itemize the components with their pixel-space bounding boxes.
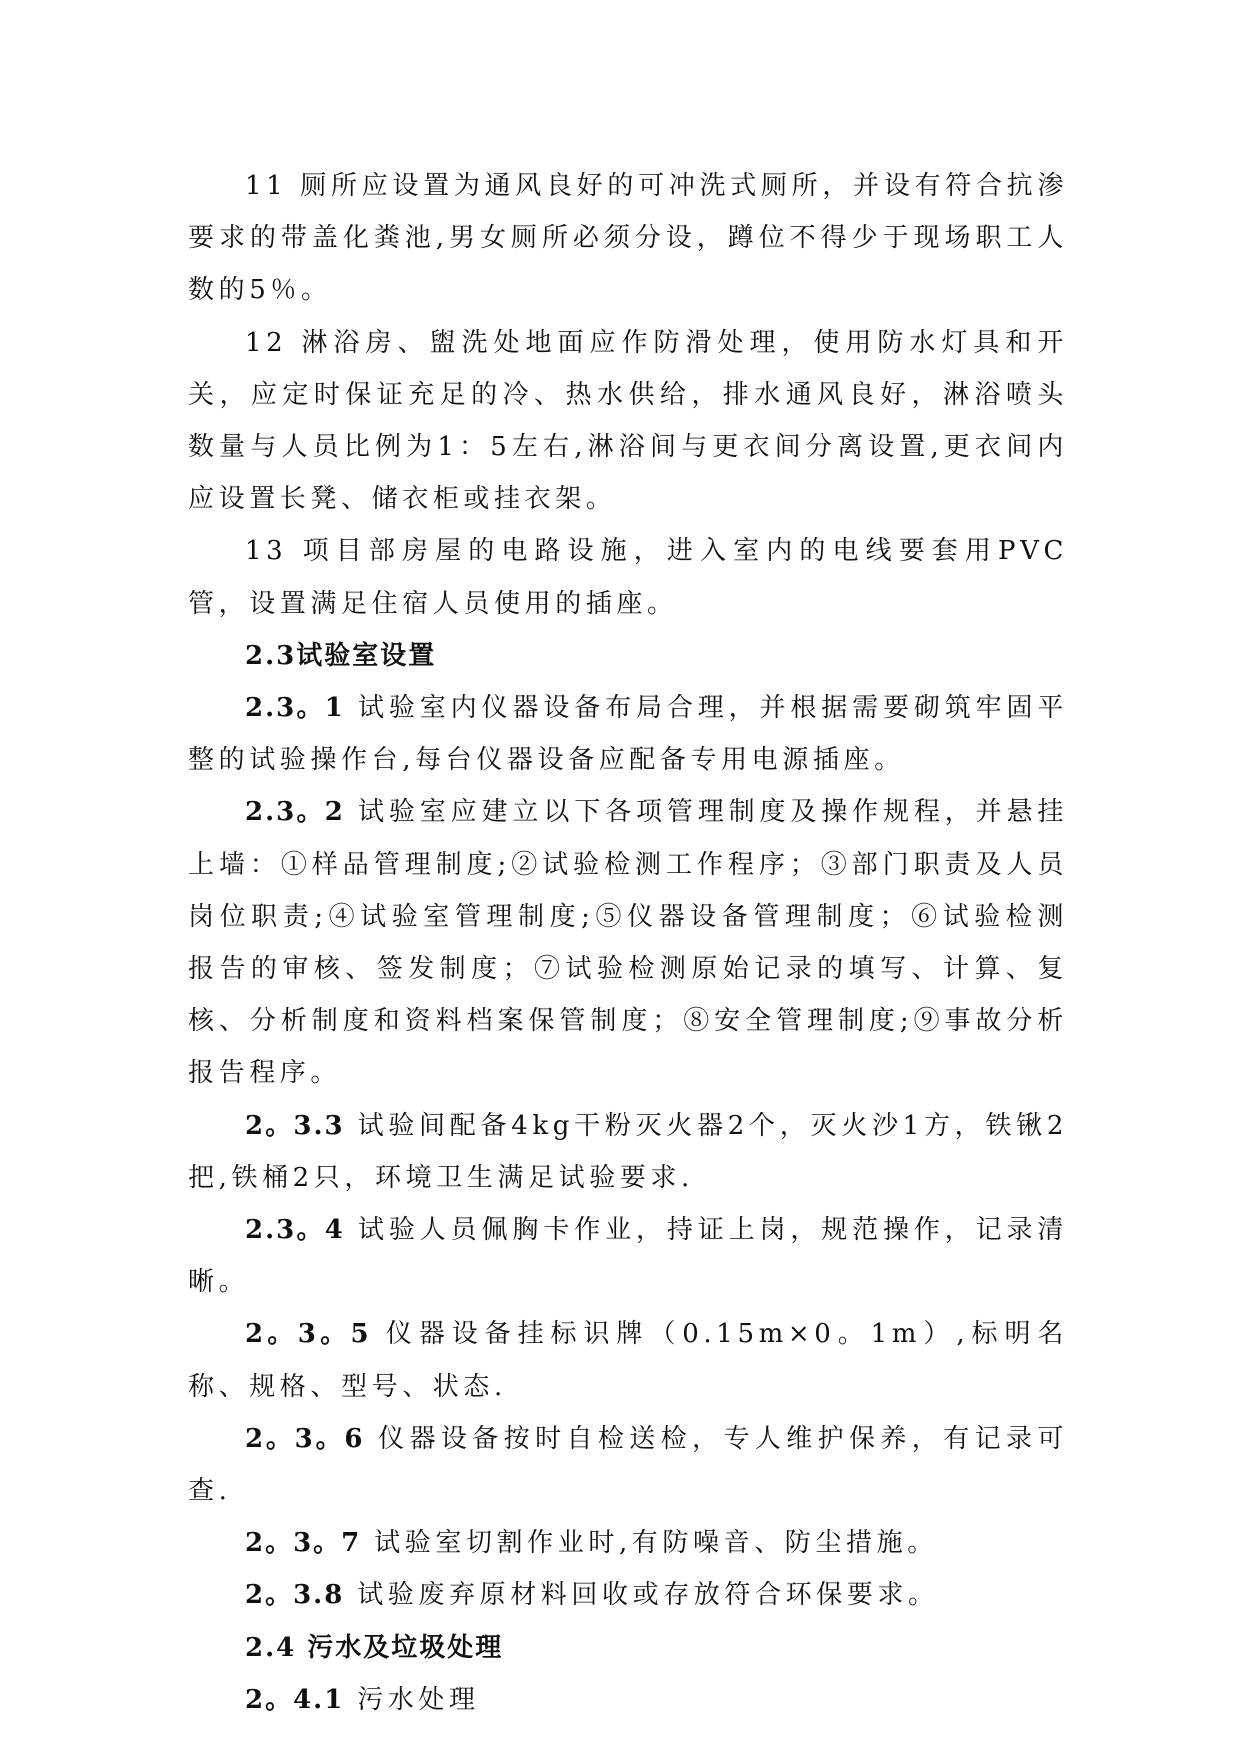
item-2-3-6 bbox=[188, 1413, 1068, 1517]
paragraph-11: 11 厕所应设置为通风良好的可冲洗式厕所，并设有符合抗渗要求的带盖化粪池,男女厕所必须分设，蹲位不得少于现场职工人数的5％。 bbox=[188, 171, 1068, 306]
item-text: 试验室应建立以下各项管理制度及操作规程，并悬挂上墙：①样品管理制度;②试验检测工作程序；③部门职责及人员岗位职责;④试验室管理制度;⑤仪器设备管理制度；⑥试验检测报告的审核、签发制度；⑦试验检测原始记录的填写、计算、复核、分析制度和资料档案保管制度；⑧安全管理制度;⑨事故分析报告程序。 bbox=[188, 797, 1068, 1089]
item-2-3-1 bbox=[188, 682, 1068, 786]
paragraph-12: 12 淋浴房、盥洗处地面应作防滑处理，使用防水灯具和开关，应定时保证充足的冷、热水供给，排水通风良好，淋浴喷头数量与人员比例为1：5左右,淋浴间与更衣间分离设置,更衣间内应设置长凳、储衣柜或挂衣架。 bbox=[188, 327, 1068, 515]
item-number: 2。3。5 bbox=[245, 1319, 371, 1350]
item-2-3-5 bbox=[188, 1308, 1068, 1412]
document-body bbox=[188, 160, 1068, 1726]
item-text: 污水处理 bbox=[344, 1684, 480, 1715]
item-text: 试验室内仪器设备布局合理，并根据需要砌筑牢固平整的试验操作台,每台仪器设备应配备专用电源插座。 bbox=[188, 693, 1068, 776]
item-text: 试验废弃原材料回收或存放符合环保要求。 bbox=[344, 1580, 939, 1611]
item-number: 2.3。1 bbox=[245, 693, 345, 724]
item-text: 试验人员佩胸卡作业，持证上岗，规范操作，记录清晰。 bbox=[188, 1215, 1068, 1298]
item-2-3-2 bbox=[188, 786, 1068, 1099]
item-2-3-4 bbox=[188, 1204, 1068, 1308]
item-text: 仪器设备按时自检送检，专人维护保养，有记录可查. bbox=[188, 1423, 1068, 1507]
item-2-3-3 bbox=[188, 1100, 1068, 1204]
item-2-3-7 bbox=[188, 1517, 1068, 1569]
item-text: 试验间配备4kg干粉灭火器2个，灭火沙1方，铁锹2把,铁桶2只，环境卫生满足试验要求. bbox=[188, 1110, 1069, 1193]
item-number: 2。3.3 bbox=[245, 1110, 345, 1141]
paragraph-13: 13 项目部房屋的电路设施，进入室内的电线要套用PVC管，设置满足住宿人员使用的插座。 bbox=[188, 536, 1068, 619]
section-heading-2-3: 2.3试验室设置 bbox=[245, 640, 437, 671]
item-text: 仪器设备挂标识牌（0.15m×0。1m）,标明名称、规格、型号、状态. bbox=[188, 1319, 1068, 1402]
item-text: 试验室切割作业时,有防噪音、防尘措施。 bbox=[361, 1528, 938, 1559]
item-number: 2。3.8 bbox=[245, 1580, 345, 1611]
item-2-4-1 bbox=[188, 1674, 1068, 1726]
item-number: 2.3。4 bbox=[245, 1215, 345, 1246]
item-number: 2。3。7 bbox=[245, 1528, 362, 1559]
item-number: 2.3。2 bbox=[245, 797, 345, 828]
item-number: 2。4.1 bbox=[245, 1684, 345, 1715]
section-heading-2-4: 2.4 污水及垃圾处理 bbox=[245, 1632, 504, 1663]
item-number: 2。3。6 bbox=[245, 1423, 365, 1454]
item-2-3-8 bbox=[188, 1569, 1068, 1621]
